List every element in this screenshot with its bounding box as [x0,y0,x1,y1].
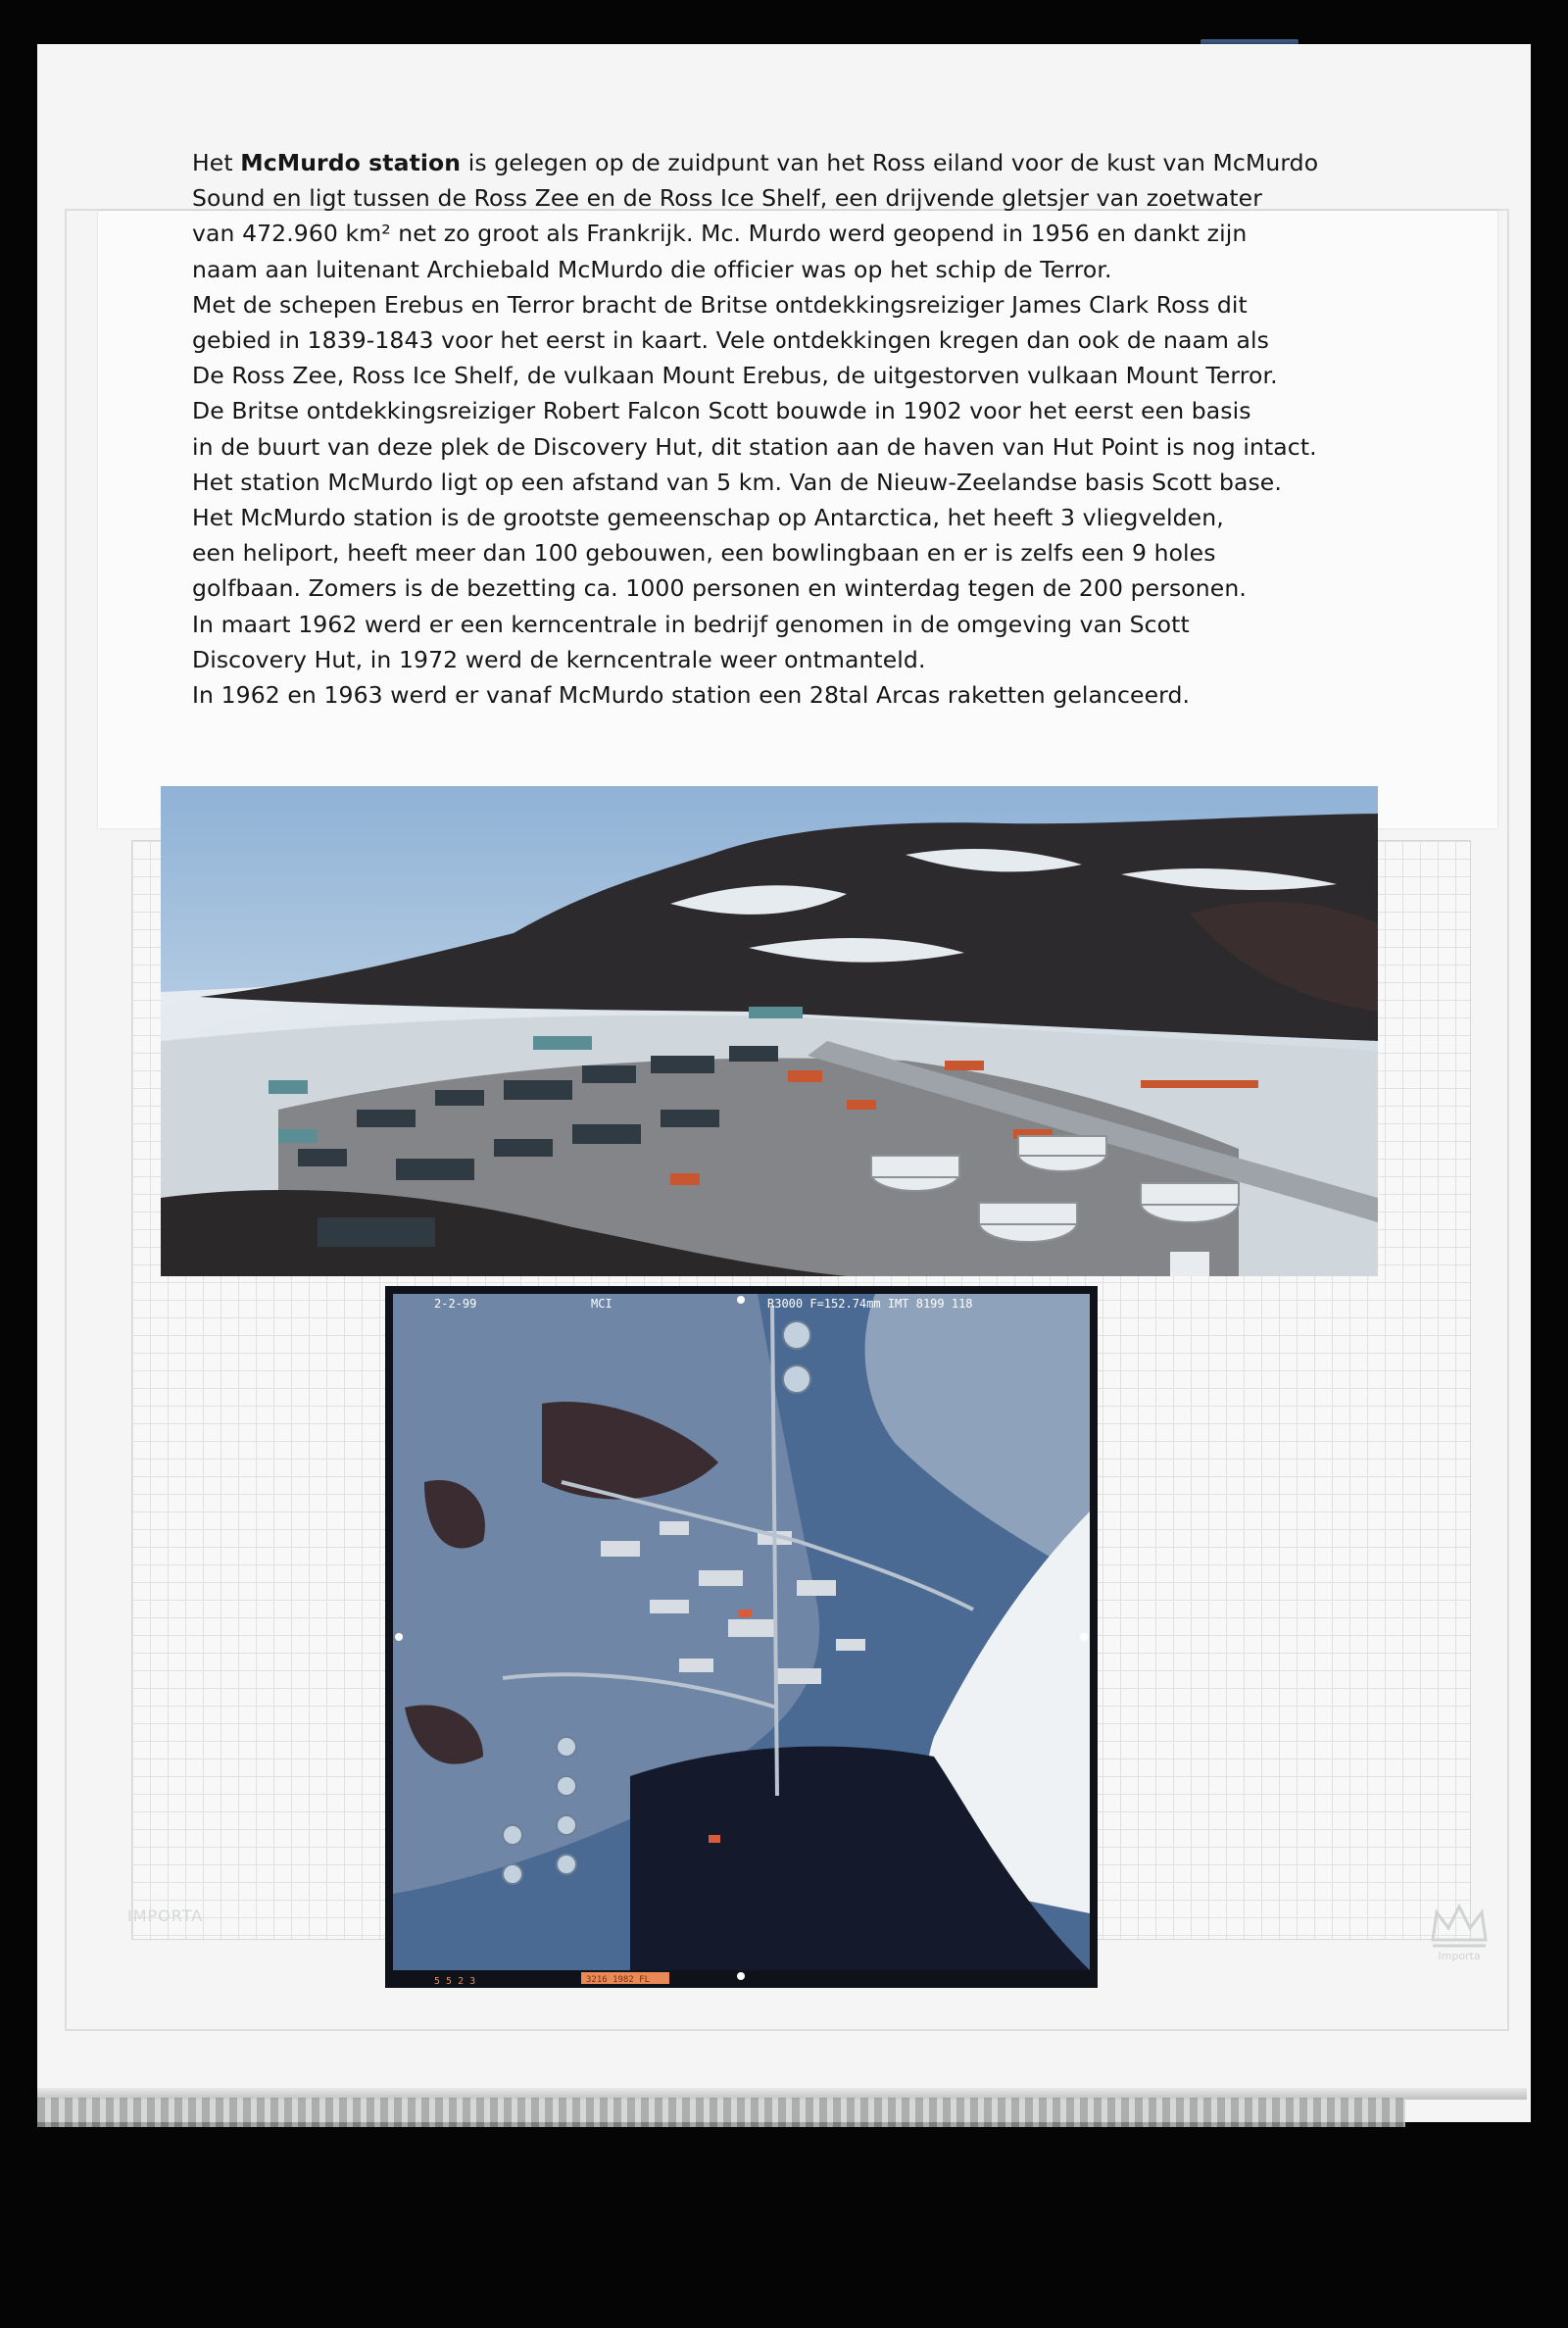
text-line: gebied in 1839-1843 voor het eerst in kaart. Vele ontdekkingen kregen dan ook de naam als [192,326,1270,355]
text-line: Sound en ligt tussen de Ross Zee en de Ross Ice Shelf, een drijvende gletsjer van zoetwater [192,184,1262,213]
text-line: in de buurt van deze plek de Discovery Hut, dit station aan de haven van Hut Point is nog intact. [192,432,1317,461]
text-line: naam aan luitenant Archiebald McMurdo die officier was op het schip de Terror. [192,255,1112,283]
text-line-1: Het McMurdo station is gelegen op de zuidpunt van het Ross eiland voor de kust van McMurdo [192,149,1319,176]
sleeve-perforation [37,2098,1405,2127]
mcmurdo-aerial-photo [385,1286,1098,1988]
text-line: In maart 1962 werd er een kerncentrale in bedrijf genomen in de omgeving van Scott [192,610,1190,638]
bold-term: McMurdo station [240,149,462,176]
description-text [192,145,1397,713]
text-line: golfbaan. Zomers is de bezetting ca. 1000 personen en winterdag tegen de 200 personen. [192,574,1247,603]
importa-crown-logo [1425,1897,1494,1965]
text-line: Met de schepen Erebus en Terror bracht de Britse ontdekkingsreiziger James Clark Ross dit [192,290,1248,319]
aerial-header-left: 2-2-99 [434,1297,477,1311]
aerial-footer-strip: 3216 1982 FL [586,1975,651,1985]
text-line: De Ross Zee, Ross Ice Shelf, de vulkaan Mount Erebus, de uitgestorven vulkaan Mount Terror. [192,362,1278,390]
text-line: De Britse ontdekkingsreiziger Robert Falcon Scott bouwde in 1902 voor het eerst een basis [192,397,1251,425]
text-line: Het McMurdo station is de grootste gemeenschap op Antarctica, het heeft 3 vliegvelden, [192,504,1224,532]
logo-text: Importa [1438,1950,1481,1962]
importa-watermark: IMPORTA [127,1907,204,1925]
aerial-footer-label: 5 5 2 3 [434,1976,476,1987]
aerial-header-right: R3000 F=152.74mm IMT 8199 118 [767,1297,973,1311]
aerial-header-mid: MCI [591,1297,612,1311]
mcmurdo-landscape-photo [161,786,1378,1276]
text-line: Het station McMurdo ligt op een afstand van 5 km. Van de Nieuw-Zeelandse basis Scott base. [192,468,1282,496]
text-line: een heliport, heeft meer dan 100 gebouwen, een bowlingbaan en er is zelfs een 9 holes [192,539,1216,568]
text-line: Discovery Hut, in 1972 werd de kerncentrale weer ontmanteld. [192,645,926,673]
text-line: In 1962 en 1963 werd er vanaf McMurdo station een 28tal Arcas raketten gelanceerd. [192,681,1191,710]
text-line: van 472.960 km² net zo groot als Frankrijk. Mc. Murdo werd geopend in 1956 en dankt zijn [192,220,1248,248]
